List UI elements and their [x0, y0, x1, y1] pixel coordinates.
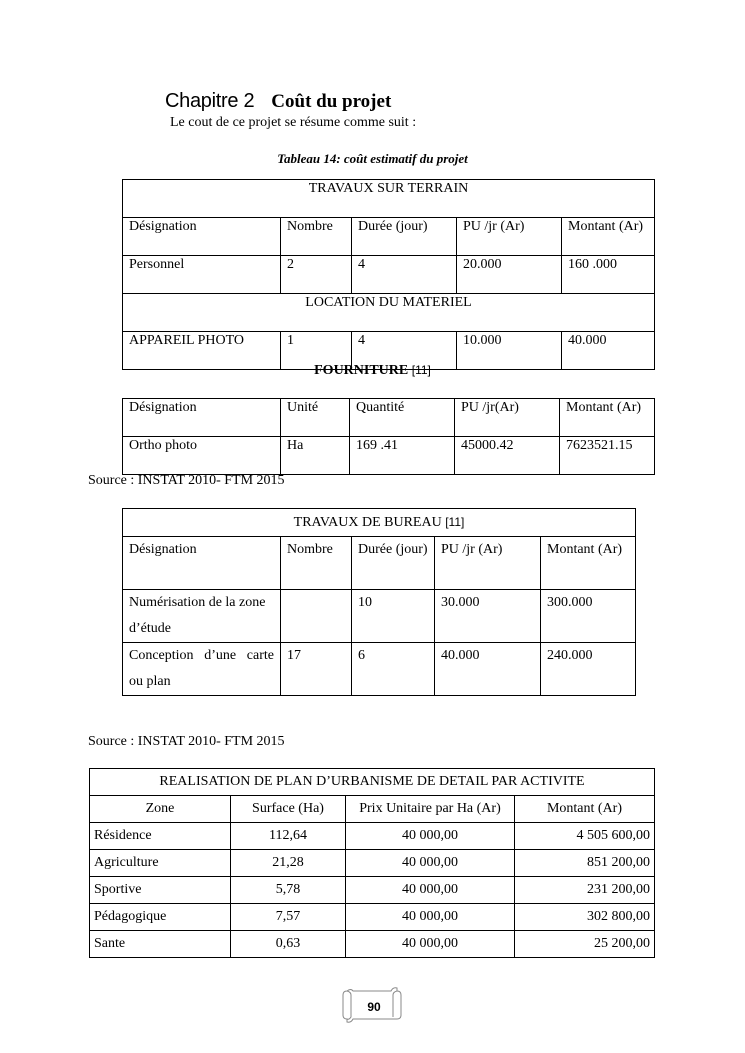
table-cell: 300.000 [541, 590, 636, 643]
table-cell [281, 590, 352, 643]
header-cell: Durée (jour) [352, 218, 457, 256]
header-cell: Désignation [123, 399, 281, 437]
table-row [90, 823, 655, 850]
header-cell: Quantité [350, 399, 455, 437]
section-header [123, 509, 636, 537]
section-title: TRAVAUX DE BUREAU [293, 515, 442, 530]
travaux-bureau-table [122, 508, 636, 696]
chapter-title: Coût du projet [271, 91, 392, 112]
table-row [123, 437, 655, 475]
header-cell: Unité [281, 399, 350, 437]
table-cell: Sportive [90, 877, 231, 904]
table-header-row [90, 796, 655, 823]
table-header-row [123, 399, 655, 437]
table-header-row [123, 537, 636, 590]
table-cell: 40.000 [562, 332, 655, 370]
header-cell: Montant (Ar) [515, 796, 655, 823]
table-cell: 40 000,00 [346, 904, 515, 931]
table-cell: Conception d’une carte ou plan [123, 643, 281, 696]
table-cell: 21,28 [231, 850, 346, 877]
table-cell: 851 200,00 [515, 850, 655, 877]
table-cell: 0,63 [231, 931, 346, 958]
header-cell: Durée (jour) [352, 537, 435, 590]
fourniture-heading [0, 363, 745, 379]
table-row [123, 590, 636, 643]
table-cell: 20.000 [457, 256, 562, 294]
section-header: TRAVAUX SUR TERRAIN [123, 180, 655, 218]
table-cell: Ha [281, 437, 350, 475]
urbanisme-table [89, 768, 655, 958]
table-cell: 7623521.15 [560, 437, 655, 475]
table-cell: 4 [352, 332, 457, 370]
table-cell: Agriculture [90, 850, 231, 877]
header-cell: Montant (Ar) [541, 537, 636, 590]
header-cell: Surface (Ha) [231, 796, 346, 823]
table-cell: 160 .000 [562, 256, 655, 294]
chapter-label: Chapitre 2 [165, 90, 255, 112]
table-row [123, 643, 636, 696]
table-cell: 4 505 600,00 [515, 823, 655, 850]
intro-text: Le cout de ce projet se résume comme suit : [170, 115, 417, 130]
table-cell: 6 [352, 643, 435, 696]
section-header: REALISATION DE PLAN D’URBANISME DE DETAIL PAR ACTIVITE [90, 769, 655, 796]
table-row [123, 180, 655, 218]
table-cell: 7,57 [231, 904, 346, 931]
table-row [90, 850, 655, 877]
header-cell: Nombre [281, 537, 352, 590]
header-cell: Montant (Ar) [560, 399, 655, 437]
header-cell: Zone [90, 796, 231, 823]
source-note: Source : INSTAT 2010- FTM 2015 [88, 473, 285, 488]
table-cell: 169 .41 [350, 437, 455, 475]
page-number: 90 [367, 1000, 381, 1014]
table-cell: 40 000,00 [346, 931, 515, 958]
table-cell: 17 [281, 643, 352, 696]
fourniture-label: FOURNITURE [314, 363, 409, 378]
table-cell: 30.000 [435, 590, 541, 643]
header-cell: Nombre [281, 218, 352, 256]
table-cell: 1 [281, 332, 352, 370]
table-cell: 231 200,00 [515, 877, 655, 904]
table-row [123, 509, 636, 537]
table-cell: 25 200,00 [515, 931, 655, 958]
table-cell: 10 [352, 590, 435, 643]
table-cell: 2 [281, 256, 352, 294]
table-cell: Résidence [90, 823, 231, 850]
table-caption: Tableau 14: coût estimatif du projet [277, 151, 468, 166]
table-cell: APPAREIL PHOTO [123, 332, 281, 370]
reference: [11] [411, 363, 431, 377]
table-cell: 112,64 [231, 823, 346, 850]
fourniture-table [122, 398, 655, 475]
table-row [90, 877, 655, 904]
table-cell: Personnel [123, 256, 281, 294]
table-cell: 45000.42 [455, 437, 560, 475]
table-row [123, 294, 655, 332]
table-cell: 40.000 [435, 643, 541, 696]
table-row [90, 769, 655, 796]
table-cell: 40 000,00 [346, 823, 515, 850]
table-cell: 5,78 [231, 877, 346, 904]
table-cell: 10.000 [457, 332, 562, 370]
table-cell: 240.000 [541, 643, 636, 696]
table-cell: Pédagogique [90, 904, 231, 931]
travaux-terrain-table [122, 179, 655, 370]
header-cell: Désignation [123, 537, 281, 590]
table-row [90, 931, 655, 958]
table-row [90, 904, 655, 931]
table-header-row [123, 218, 655, 256]
header-cell: PU /jr(Ar) [455, 399, 560, 437]
section-header: LOCATION DU MATERIEL [123, 294, 655, 332]
table-cell: 40 000,00 [346, 850, 515, 877]
header-cell: PU /jr (Ar) [435, 537, 541, 590]
source-note: Source : INSTAT 2010- FTM 2015 [88, 734, 285, 749]
table-cell: 302 800,00 [515, 904, 655, 931]
header-cell: Montant (Ar) [562, 218, 655, 256]
table-cell: Sante [90, 931, 231, 958]
header-cell: Prix Unitaire par Ha (Ar) [346, 796, 515, 823]
reference: [11] [445, 515, 465, 529]
table-cell: Ortho photo [123, 437, 281, 475]
table-cell: 40 000,00 [346, 877, 515, 904]
header-cell: Désignation [123, 218, 281, 256]
table-cell: 4 [352, 256, 457, 294]
table-row [123, 256, 655, 294]
table-cell: Numérisation de la zone d’étude [123, 590, 281, 643]
header-cell: PU /jr (Ar) [457, 218, 562, 256]
chapter-heading [165, 90, 391, 113]
